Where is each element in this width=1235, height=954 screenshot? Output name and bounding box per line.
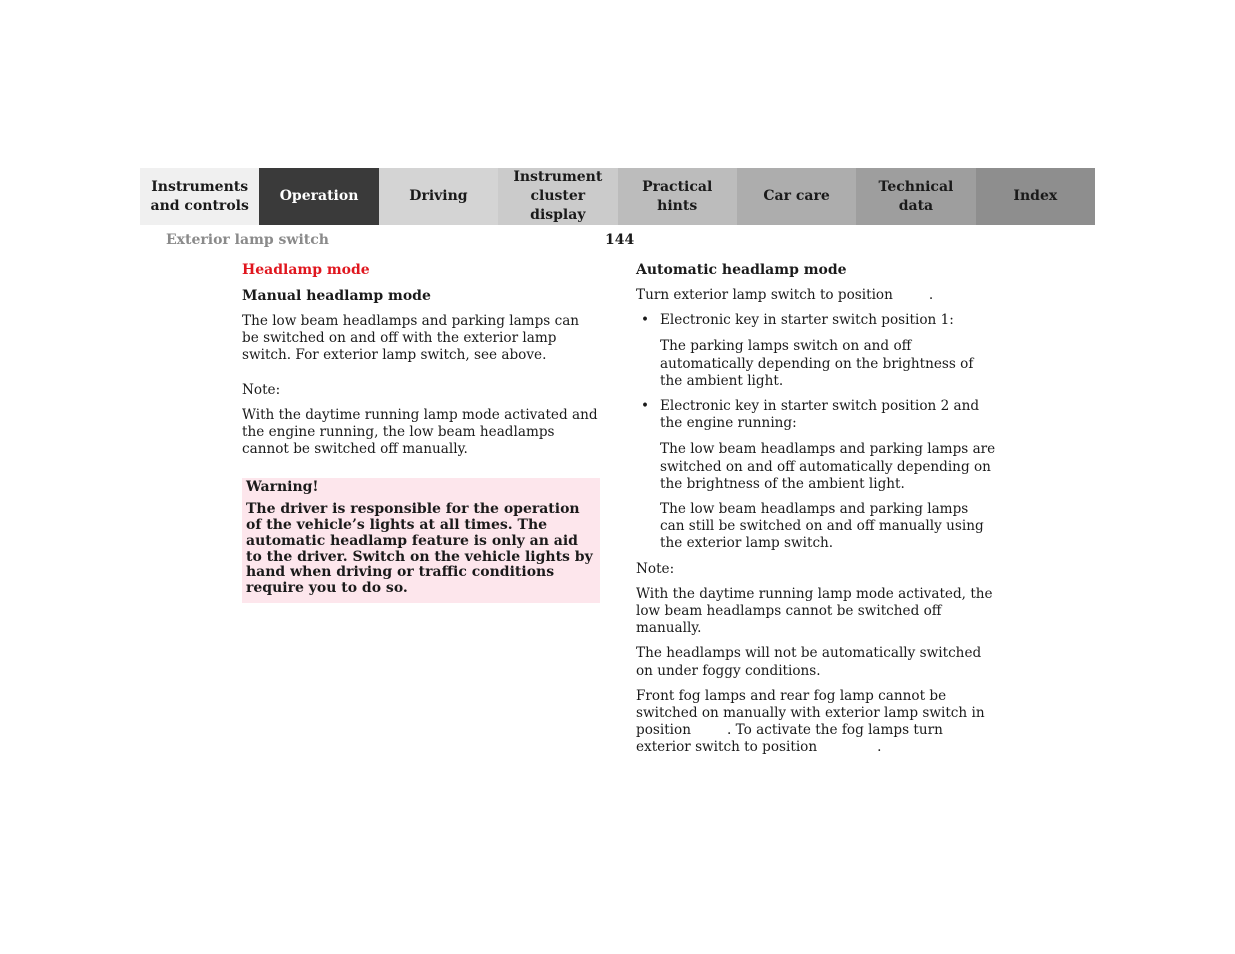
note-label: Note: bbox=[242, 381, 281, 398]
tab-label: data bbox=[898, 197, 934, 214]
tab-label: Practical hints bbox=[642, 178, 713, 214]
tab-label: Driving bbox=[409, 188, 468, 204]
automatic-headlamp-mode-heading: Automatic headlamp mode bbox=[636, 262, 847, 278]
bullet-item-1 bbox=[636, 312, 996, 329]
note-foggy-conditions: The headlamps will not be automatically switched on under foggy conditions. bbox=[636, 645, 982, 679]
warning-title: Warning! bbox=[246, 479, 319, 496]
fog-text-a: Front fog lamps and rear fog lamp cannot be switched on manually with exterior lamp switch in position bbox=[636, 687, 985, 739]
bullet-icon: • bbox=[641, 312, 650, 329]
tab-label: Operation bbox=[279, 188, 359, 204]
tab-label: Instrument bbox=[513, 169, 603, 185]
chapter-tabs bbox=[140, 168, 1095, 225]
manual-headlamp-mode-heading: Manual headlamp mode bbox=[242, 288, 431, 304]
fog-text-b: . To activate the fog lamps turn exterior switch to position bbox=[636, 722, 943, 756]
note-daytime-running: With the daytime running lamp mode activated, the low beam headlamps cannot be switched off manually. bbox=[636, 585, 993, 637]
tab-label: Technical bbox=[878, 178, 954, 195]
intro-end: . bbox=[928, 287, 934, 303]
right-column bbox=[636, 262, 996, 757]
tab-car-care[interactable] bbox=[737, 168, 856, 225]
section-title: Exterior lamp switch bbox=[166, 232, 329, 248]
tab-driving[interactable] bbox=[379, 168, 498, 225]
automatic-intro bbox=[636, 287, 996, 304]
note-label: Note: bbox=[636, 560, 675, 577]
warning-box bbox=[242, 478, 600, 603]
bullet-item-2 bbox=[636, 398, 996, 432]
tab-instruments-and-controls[interactable] bbox=[140, 168, 259, 225]
tab-label: and controls bbox=[150, 197, 249, 214]
manual-mode-paragraph: The low beam headlamps and parking lamps can be switched on and off with the exterior lamp switch. For exterior lamp switch, see above. bbox=[242, 313, 580, 364]
tab-label: Index bbox=[1013, 188, 1058, 204]
left-column bbox=[242, 262, 600, 603]
tab-instrument-cluster-display[interactable] bbox=[498, 168, 617, 225]
page-number: 144 bbox=[605, 232, 635, 248]
tab-practical-hints[interactable] bbox=[618, 168, 737, 225]
bullet-1-detail: The parking lamps switch on and off automatically depending on the brightness of the ambient light. bbox=[660, 338, 974, 389]
bullet-icon: • bbox=[641, 398, 650, 415]
bullet-text: Electronic key in starter switch position 1: bbox=[660, 312, 954, 329]
tab-operation[interactable] bbox=[259, 168, 378, 225]
bullet-2-detail-1: The low beam headlamps and parking lamps are switched on and off automatically depending on the brightness of the ambient light. bbox=[660, 441, 996, 492]
fog-text-c: . bbox=[877, 739, 882, 756]
tab-label: Car care bbox=[763, 188, 830, 204]
tab-index[interactable] bbox=[976, 168, 1095, 225]
daytime-running-note: With the daytime running lamp mode activated and the engine running, the low beam headlamps cannot be switched off manually. bbox=[242, 406, 598, 458]
tab-label: Instruments bbox=[151, 178, 249, 195]
bullet-2-detail-2: The low beam headlamps and parking lamps can still be switched on and off manually using the exterior lamp switch. bbox=[660, 501, 984, 552]
headlamp-mode-heading: Headlamp mode bbox=[242, 262, 370, 278]
note-fog-lamps bbox=[636, 688, 996, 757]
tab-technical-data[interactable] bbox=[856, 168, 975, 225]
intro-text: Turn exterior lamp switch to position bbox=[636, 287, 893, 303]
warning-text: The driver is responsible for the operation of the vehicle’s lights at all times. The automatic headlamp feature is only an aid to the driver. Switch on the vehicle lights by hand when driving or traffic conditions require you to do so. bbox=[246, 501, 593, 597]
bullet-text: Electronic key in starter switch position 2 and the engine running: bbox=[660, 398, 980, 432]
tab-label: cluster display bbox=[530, 188, 586, 223]
